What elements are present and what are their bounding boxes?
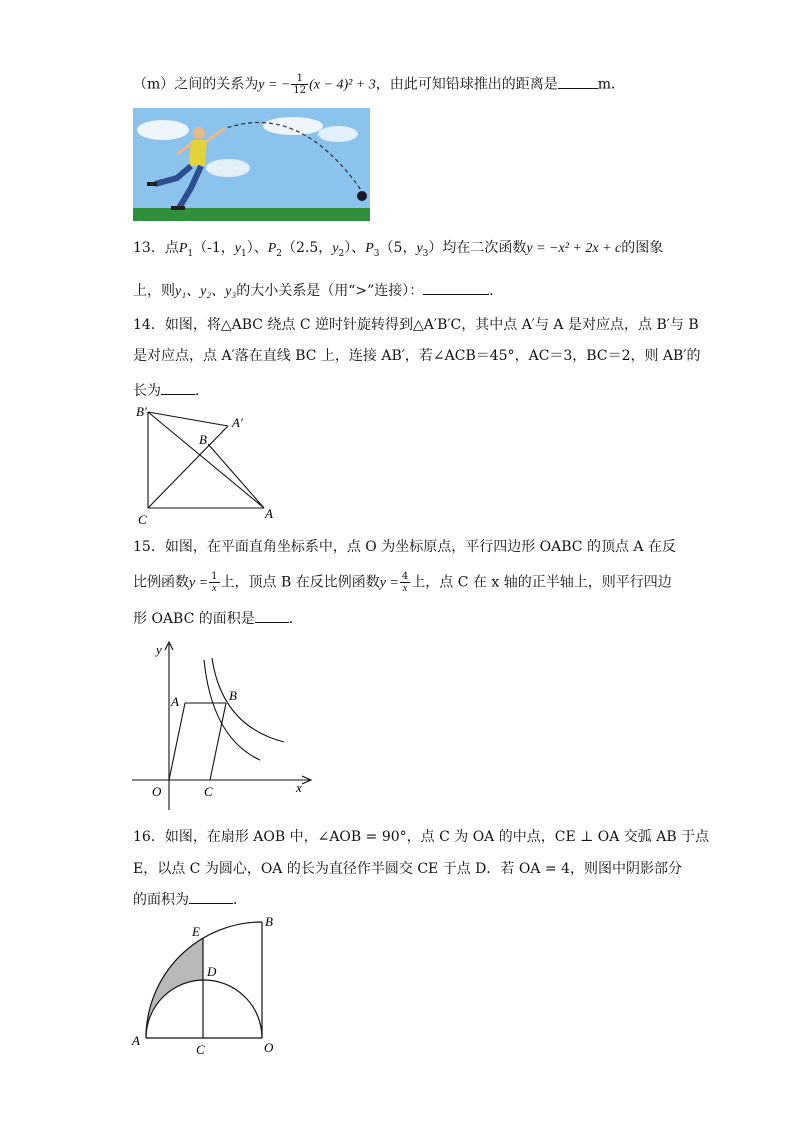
label-a: A (265, 506, 273, 521)
cloud (206, 159, 250, 177)
q12-formula-lhs: y = − (258, 77, 291, 93)
q16-answer-blank[interactable] (189, 889, 233, 904)
q12-suffix: ，由此可知铅球推出的距离是 (375, 76, 558, 93)
q15-f2-num: 4 (401, 571, 409, 582)
q13-y2: y (332, 241, 339, 256)
segment-b-c (210, 703, 226, 780)
q13-function: y = −x² + 2x + c (526, 241, 622, 256)
label-a: A (132, 1033, 140, 1048)
q13-close3: ）均在二次函数 (428, 240, 527, 256)
segment-b-prime-a-prime (148, 412, 228, 426)
label-o: O (152, 784, 162, 799)
q13-y1: y (234, 241, 241, 256)
q16-line-2: E，以点 C 为圆心，OA 的长为直径作半圆交 CE 于点 D．若 OA = 4，则图中阴影部分 (133, 861, 682, 877)
q13-close1: ）、 (246, 240, 268, 256)
q15-answer-blank[interactable] (255, 608, 289, 623)
q14-rotation-diagram (130, 400, 290, 530)
grass (133, 208, 370, 221)
q13-line1-end: 的图象 (621, 240, 664, 256)
q12-frac-den: 12 (293, 85, 307, 96)
q15-line-3 (133, 608, 303, 629)
q13-p2-sub: 2 (276, 248, 283, 259)
q12-formula-rest: (x − 4)² + 3 (309, 77, 376, 93)
q14-line-3 (133, 380, 209, 401)
label-b: B (199, 432, 207, 447)
segment-o-a (169, 703, 185, 780)
label-b: B (265, 914, 273, 929)
q13-vars: y₁、y₂、y₃ (175, 284, 237, 299)
label-c: C (138, 512, 147, 527)
q16-line-3 (133, 889, 247, 910)
q15-f1-lhs: y = (189, 575, 209, 591)
q16-line3-text: 的面积为 (133, 892, 189, 908)
q15-line2-c: 上，点 C 在 x 轴的正半轴上，则平行四边 (411, 574, 672, 591)
label-b: B (229, 688, 237, 703)
q15-f1-den: x (212, 583, 217, 594)
shot-put-ball (357, 191, 367, 201)
q13-y2-sub: 2 (338, 248, 345, 259)
label-e: E (192, 924, 200, 939)
q13-p1: P (178, 241, 188, 256)
cloud (318, 126, 358, 142)
q13-line2-rest: 的大小关系是（用“>”连接）： (236, 283, 424, 299)
label-a: A (171, 694, 179, 709)
q13-y3: y (416, 241, 423, 256)
q13-y1-sub: 1 (240, 248, 247, 259)
q12-line (133, 73, 625, 96)
q15-f2-lhs: y = (379, 575, 399, 591)
q15-f1-num: 1 (211, 571, 218, 582)
q14-line3-text: 长为 (133, 383, 161, 399)
q12-unit: m． (597, 76, 626, 93)
label-b-prime: B′ (136, 404, 147, 419)
q13-line2-text: 上，则 (133, 283, 175, 299)
q12-fraction (291, 73, 308, 96)
label-a-prime: A′ (232, 415, 243, 430)
q13-answer-blank[interactable] (423, 280, 489, 295)
q12-prefix: （m）之间的关系为 (133, 76, 259, 93)
q13-close2: ）、 (344, 240, 366, 256)
q16-sector-diagram (130, 910, 290, 1060)
q13-y3-sub: 3 (422, 248, 429, 259)
q13-p3: P (365, 241, 374, 256)
segment-c-a-prime (148, 426, 228, 508)
cloud (263, 117, 323, 135)
label-o: O (264, 1040, 274, 1055)
q12-frac-num: 1 (291, 73, 308, 85)
q15-line2-b: 上，顶点 B 在反比例函数 (220, 574, 380, 591)
label-d: D (207, 964, 217, 979)
q13-p1-sub: 1 (187, 248, 194, 259)
q13-line2-end: ． (489, 283, 504, 299)
q16-line-1: 16．如图，在扇形 AOB 中，∠AOB = 90°，点 C 为 OA 的中点，CE ⊥ OA 交弧 AB 于点 (133, 829, 710, 845)
q15-f1-fraction (209, 571, 219, 594)
q13-line-1 (133, 238, 663, 264)
q13-p1-args: （-1， (193, 240, 235, 256)
q13-p3-args: （5， (379, 240, 417, 256)
q14-line3-end: ． (195, 383, 209, 399)
q15-f2-den: x (402, 583, 408, 594)
q13-p3-sub: 3 (373, 248, 380, 259)
q12-answer-blank[interactable] (558, 74, 598, 89)
label-y: y (156, 642, 162, 657)
q14-line-1: 14．如图，将△ABC 绕点 C 逆时针旋转得到△A′B′C，其中点 A′与 A 是对应点，点 B′与 B (133, 317, 699, 333)
segment-b-prime-a (148, 412, 264, 508)
shot-put-illustration (133, 108, 370, 221)
q15-coordinate-diagram (130, 638, 320, 813)
q15-line-1: 15．如图，在平面直角坐标系中，点 O 为坐标原点，平行四边形 OABC 的顶点 A 在反 (133, 539, 676, 555)
q13-p2-args: （2.5， (282, 240, 333, 256)
curve-y-4-over-x (212, 658, 284, 742)
q14-answer-blank[interactable] (161, 380, 195, 395)
q13-number: 13．点 (133, 240, 179, 256)
q13-p2: P (267, 241, 277, 256)
segment-b-a (208, 444, 264, 508)
cloud (137, 120, 189, 140)
q15-line3-end: ． (288, 611, 303, 627)
q15-line-2 (133, 571, 672, 594)
q15-line3-text: 形 OABC 的面积是 (133, 611, 255, 627)
q13-line-2 (133, 280, 503, 302)
q16-line3-end: ． (233, 892, 247, 908)
q15-line2-a: 比例函数 (133, 574, 189, 591)
label-c: C (196, 1042, 205, 1057)
label-x: x (296, 780, 302, 795)
q15-f2-fraction (400, 571, 410, 594)
label-c: C (204, 784, 213, 799)
q14-line-2: 是对应点，点 A′落在直线 BC 上，连接 AB′，若∠ACB＝45°，AC＝3，BC＝2，则 AB′的 (133, 348, 701, 364)
